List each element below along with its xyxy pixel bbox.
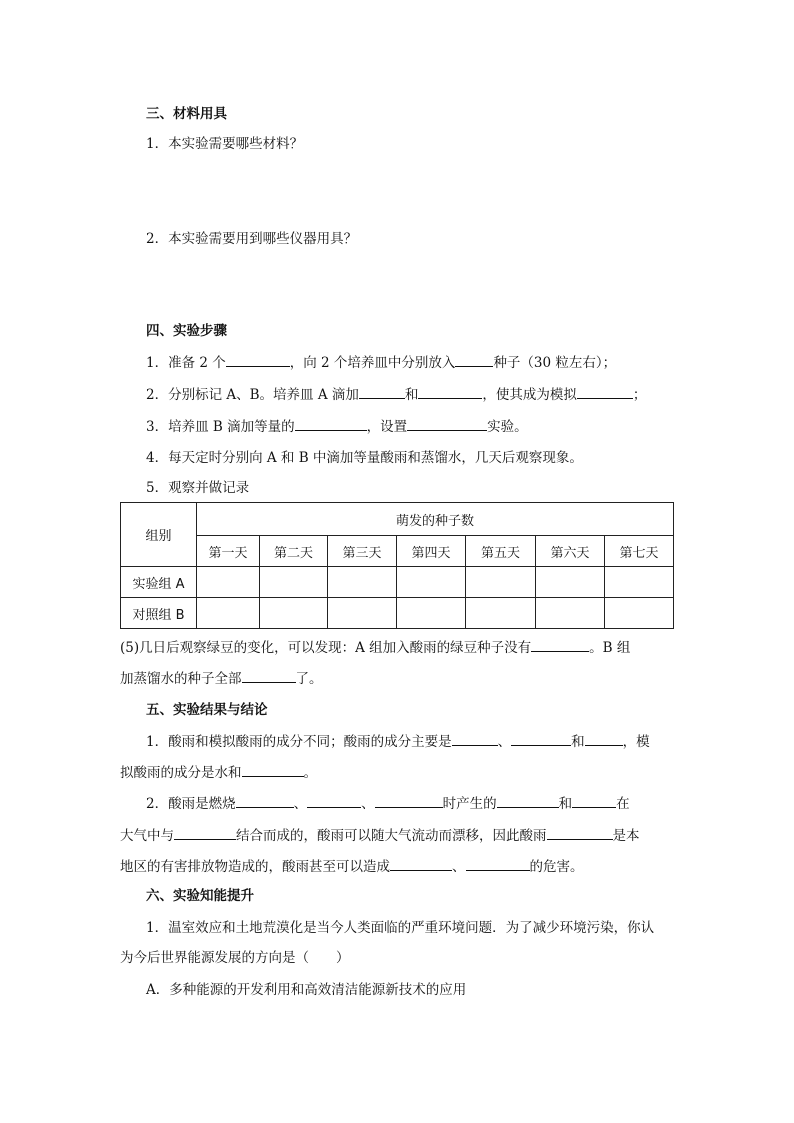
blank-field[interactable] (242, 762, 304, 777)
blank-field[interactable] (307, 793, 361, 808)
blank-field[interactable] (359, 384, 405, 399)
table-cell[interactable] (260, 598, 328, 629)
table-header-day: 第六天 (536, 536, 605, 567)
table-cell[interactable] (605, 567, 674, 598)
observation-line-1: (5)几日后观察绿豆的变化，可以发现：A 组加入酸雨的绿豆种子没有 。B 组 (120, 637, 630, 658)
blank-field[interactable] (572, 793, 616, 808)
option-a[interactable]: A．多种能源的开发利用和高效清洁能源新技术的应用 (146, 982, 467, 998)
table-cell[interactable] (397, 567, 466, 598)
table-header-day: 第二天 (260, 536, 328, 567)
table-cell[interactable] (197, 598, 260, 629)
step-2: 2．分别标记 A、B。培养皿 A 滴加 和 ，使其成为模拟 ； (146, 384, 646, 405)
blank-field[interactable] (174, 825, 236, 840)
blank-field[interactable] (375, 793, 443, 808)
result-2-line-1: 2．酸雨是燃烧 、 、 时产生的 和 在 (146, 793, 630, 814)
table-cell[interactable] (466, 598, 536, 629)
table-header-day: 第三天 (328, 536, 397, 567)
blank-field[interactable] (236, 793, 294, 808)
table-cell[interactable] (197, 567, 260, 598)
table-header-day: 第一天 (197, 536, 260, 567)
table-header-germinated-seeds: 萌发的种子数 (197, 503, 674, 536)
blank-field[interactable] (407, 416, 487, 431)
blank-field[interactable] (418, 384, 482, 399)
step-3: 3．培养皿 B 滴加等量的 ，设置 实验。 (146, 416, 528, 437)
blank-field[interactable] (452, 731, 498, 746)
blank-field[interactable] (390, 856, 452, 871)
row-label: 实验组 A (121, 567, 197, 598)
blank-field[interactable] (577, 384, 633, 399)
table-row (121, 567, 674, 598)
section-title-steps: 四、实验步骤 (146, 323, 227, 339)
blank-field[interactable] (226, 352, 290, 367)
result-2-line-3: 地区的有害排放物造成的，酸雨甚至可以造成 、 的危害。 (120, 856, 584, 877)
question-instruments: 2．本实验需要用到哪些仪器用具？ (146, 231, 358, 247)
observation-line-2: 加蒸馏水的种子全部 了。 (120, 668, 323, 689)
table-cell[interactable] (536, 598, 605, 629)
row-label: 对照组 B (121, 598, 197, 629)
table-row (121, 598, 674, 629)
blank-field[interactable] (547, 825, 613, 840)
step-5: 5．观察并做记录 (146, 480, 250, 496)
step-1: 1．准备 2 个 ，向 2 个培养皿中分别放入 种子（30 粒左右）； (146, 352, 616, 373)
table-cell[interactable] (397, 598, 466, 629)
blank-field[interactable] (242, 668, 296, 683)
table-cell[interactable] (605, 598, 674, 629)
section-title-extension: 六、实验知能提升 (146, 888, 254, 904)
question-materials: 1．本实验需要哪些材料？ (146, 136, 304, 152)
table-cell[interactable] (260, 567, 328, 598)
section-title-materials: 三、材料用具 (146, 106, 227, 122)
result-1-line-2: 拟酸雨的成分是水和 。 (120, 762, 317, 783)
result-2-line-2: 大气中与 结合而成的，酸雨可以随大气流动而漂移，因此酸雨 是本 (120, 825, 640, 846)
result-1-line-1: 1．酸雨和模拟酸雨的成分不同；酸雨的成分主要是 、 和 ，模 (146, 731, 650, 752)
table-header-day: 第五天 (466, 536, 536, 567)
extension-question-line-2: 为今后世界能源发展的方向是（ ） (120, 950, 350, 966)
table-cell[interactable] (466, 567, 536, 598)
table-header-day: 第四天 (397, 536, 466, 567)
blank-field[interactable] (455, 352, 493, 367)
blank-field[interactable] (497, 793, 559, 808)
extension-question-line-1: 1．温室效应和土地荒漠化是当今人类面临的严重环境问题．为了减少环境污染，你认 (146, 920, 655, 936)
table-header-day: 第七天 (605, 536, 674, 567)
blank-field[interactable] (531, 637, 589, 652)
section-title-results: 五、实验结果与结论 (146, 702, 268, 718)
step-4: 4．每天定时分别向 A 和 B 中滴加等量酸雨和蒸馏水，几天后观察现象。 (146, 450, 583, 466)
blank-field[interactable] (295, 416, 367, 431)
table-cell[interactable] (328, 598, 397, 629)
table-cell[interactable] (328, 567, 397, 598)
blank-field[interactable] (466, 856, 530, 871)
blank-field[interactable] (585, 731, 623, 746)
germination-record-table (120, 502, 674, 629)
table-cell[interactable] (536, 567, 605, 598)
blank-field[interactable] (511, 731, 571, 746)
table-header-group: 组别 (121, 503, 197, 567)
